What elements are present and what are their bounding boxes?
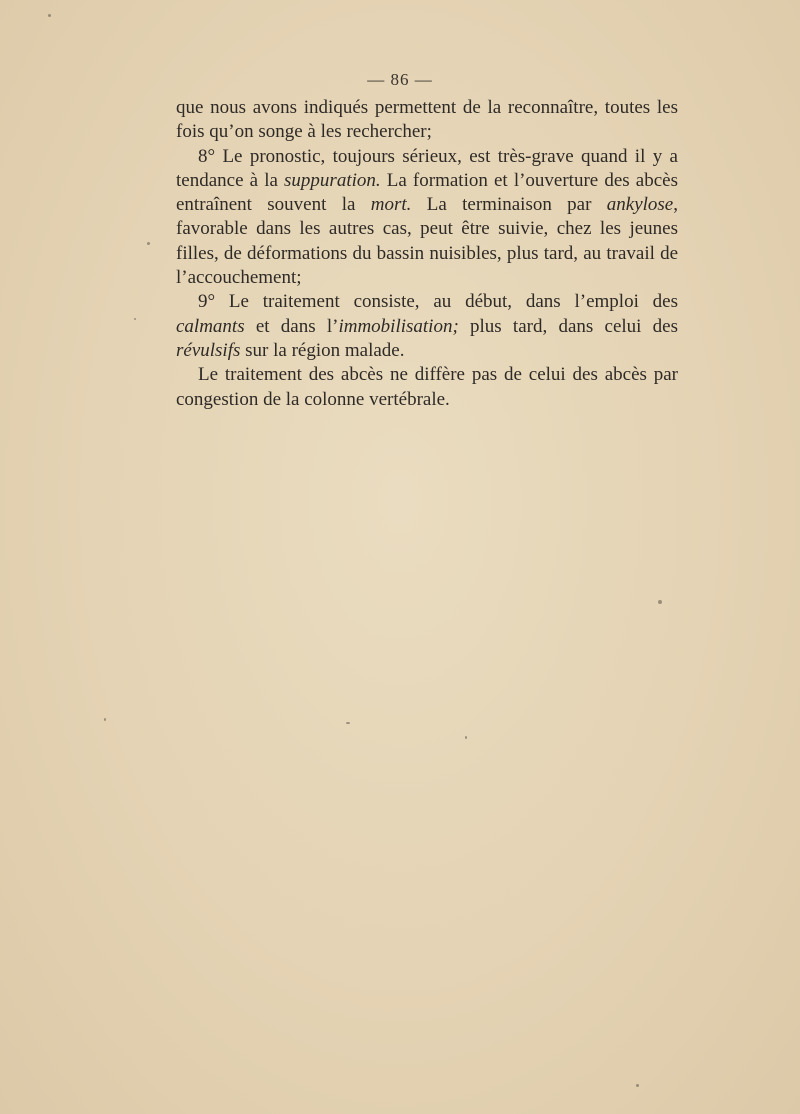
text-run: 9° Le traitement consiste, au début, dans l’emploi des (198, 291, 678, 313)
text-run: que nous avons indiqués permettent de la reconnaître, toutes les fois qu’on songe à les rechercher; (176, 97, 678, 143)
text-run: , favorable dans les autres cas, peut être suivie, chez les jeunes filles, de déformations du bassin nuisibles, plus tard, au travail de l’accouchement; (176, 194, 678, 289)
body-text (176, 96, 678, 412)
paper-speck (104, 718, 106, 721)
page-number: — 86 — (367, 70, 433, 89)
text-run: plus tard, dans celui des (458, 315, 678, 337)
paragraph-prognosis (176, 145, 678, 291)
paper-speck (346, 722, 350, 724)
text-run: Le traitement des abcès ne diffère pas de celui des abcès par congestion de la colonne vertébrale. (176, 364, 678, 410)
italic-term: révulsifs (176, 339, 241, 361)
paragraph-treatment (176, 290, 678, 363)
text-run: La formation et l’ouverture des abcès entraînent souvent la (176, 169, 678, 216)
paper-speck (658, 600, 662, 604)
text-run: La terminaison par (411, 194, 607, 216)
paper-speck (134, 318, 136, 320)
text-run: sur la région malade. (240, 339, 405, 361)
text-run: et dans l’ (244, 315, 339, 337)
paper-speck (636, 1084, 639, 1087)
paper-speck (147, 242, 150, 245)
italic-term: ankylose (606, 194, 674, 216)
paragraph-abscess (176, 363, 678, 412)
italic-term: mort. (370, 194, 412, 216)
italic-term: suppuration. (284, 169, 381, 191)
paragraph-continuation (176, 96, 678, 145)
text-run: 8° Le pronostic, toujours sérieux, est très-grave quand il y a tendance à la (176, 145, 678, 191)
italic-term: immobilisation; (338, 315, 459, 337)
italic-term: calmants (176, 315, 245, 337)
paper-speck (48, 14, 51, 17)
paper-speck (465, 736, 467, 739)
